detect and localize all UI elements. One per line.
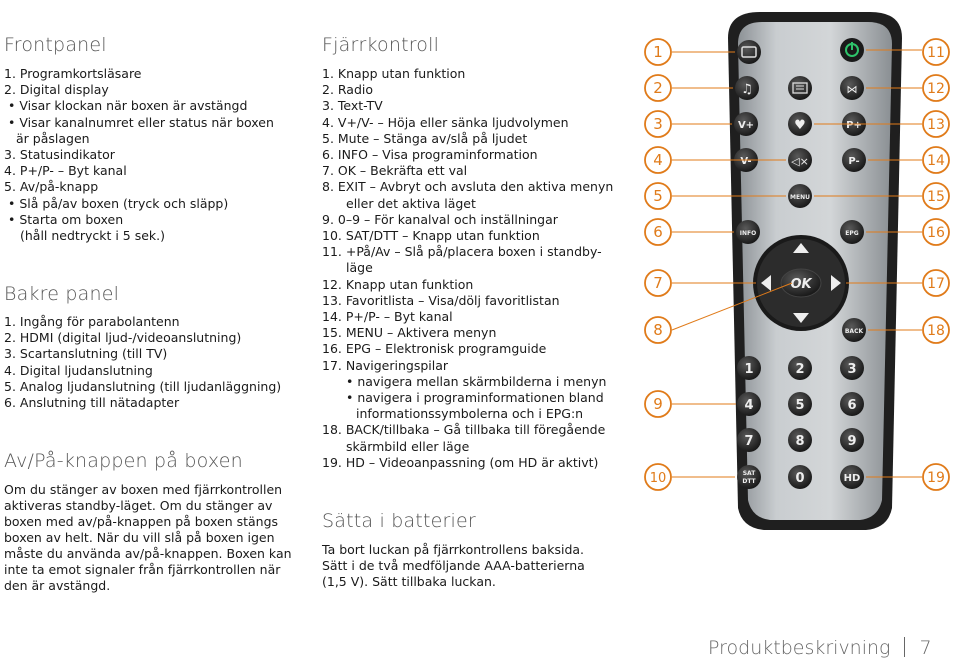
svg-text:5: 5 xyxy=(795,398,805,413)
svg-text:9: 9 xyxy=(653,395,663,413)
power-button-title: Av/På-knappen på boxen xyxy=(4,450,243,472)
svg-text:2: 2 xyxy=(795,362,805,377)
hd-button xyxy=(840,465,864,489)
svg-text:V-: V- xyxy=(740,156,752,167)
list-item: • Starta om boxen xyxy=(8,211,124,227)
list-item: 13. Favoritlista – Visa/dölj favoritlistan xyxy=(322,292,560,308)
power-button xyxy=(840,38,864,62)
svg-text:4: 4 xyxy=(653,151,663,169)
list-item: eller det aktiva läget xyxy=(346,195,476,211)
list-item: • navigera mellan skärmbilderna i menyn xyxy=(346,373,607,389)
menu-button xyxy=(788,184,812,208)
svg-text:0: 0 xyxy=(795,471,805,486)
radio-button xyxy=(735,76,759,100)
info-button xyxy=(736,220,760,244)
list-item: 1. Programkortsläsare xyxy=(4,66,142,81)
svg-text:♫: ♫ xyxy=(741,82,753,97)
page-number: 7 xyxy=(919,637,932,659)
power-button-text: Om du stänger av boxen med fjärrkontrollen aktiveras standby-läget. Om du stänger av boxen med av/på-knappen på boxen stängs boxen av helt. När du vill slå på boxen igen måste du använda av/på-knappen. Boxen kan inte ta emot signaler från fjärrkontrollen när den är avstängd. xyxy=(4,482,292,593)
button-1 xyxy=(737,40,761,64)
list-item: 3. Statusindikator xyxy=(4,147,115,163)
svg-text:3: 3 xyxy=(653,115,663,133)
list-item: 5. Av/på-knapp xyxy=(4,179,99,195)
list-item: • Visar klockan när boxen är avstängd xyxy=(8,98,248,114)
svg-text:17: 17 xyxy=(927,276,945,292)
svg-text:15: 15 xyxy=(927,189,945,205)
list-item: 1. Ingång för parabolantenn xyxy=(4,314,180,329)
favorite-button xyxy=(788,112,812,136)
footer-section: Produktbeskrivning xyxy=(708,637,891,659)
battery-title: Sätta i batterier xyxy=(322,510,476,532)
list-item: 4. V+/V- – Höja eller sänka ljudvolymen xyxy=(322,114,569,130)
back-panel-title: Bakre panel xyxy=(4,283,120,305)
list-item: 15. MENU – Aktivera menyn xyxy=(322,325,497,341)
list-item: 19. HD – Videoanpassning (om HD är aktivt) xyxy=(322,454,599,470)
svg-text:DTT: DTT xyxy=(742,478,756,485)
list-item: 17. Navigeringspilar xyxy=(322,357,449,373)
back-button xyxy=(842,318,866,342)
list-item: • navigera i programinformationen bland xyxy=(346,390,604,406)
svg-text:BACK: BACK xyxy=(844,328,864,335)
epg-button xyxy=(840,220,864,244)
list-item: 5. Analog ljudanslutning (till ljudanläggning) xyxy=(4,378,282,394)
svg-text:4: 4 xyxy=(744,398,754,413)
list-item: är påslagen xyxy=(16,130,90,146)
svg-text:P+: P+ xyxy=(846,120,862,131)
text-tv-button xyxy=(788,76,812,100)
svg-text:7: 7 xyxy=(653,274,663,292)
list-item: 8. EXIT – Avbryt och avsluta den aktiva menyn xyxy=(322,179,614,195)
svg-text:5: 5 xyxy=(653,187,663,205)
list-item: (håll nedtryckt i 5 sek.) xyxy=(20,228,166,244)
svg-text:8: 8 xyxy=(653,321,663,339)
svg-text:11: 11 xyxy=(927,45,945,61)
page-footer xyxy=(708,637,932,659)
list-item: 1. Knapp utan funktion xyxy=(322,66,466,81)
list-item: läge xyxy=(346,260,373,276)
svg-text:1: 1 xyxy=(653,43,663,61)
svg-text:◁×: ◁× xyxy=(791,155,809,168)
callouts-left xyxy=(645,39,671,490)
svg-text:14: 14 xyxy=(927,153,945,169)
list-item: informationssymbolerna och i EPG:n xyxy=(356,406,584,422)
svg-text:EPG: EPG xyxy=(845,230,859,237)
list-item: 7. OK – Bekräfta ett val xyxy=(322,163,468,179)
list-item: 18. BACK/tillbaka – Gå tillbaka till föregående xyxy=(322,422,606,438)
remote-title: Fjärrkontroll xyxy=(322,34,440,56)
button-12 xyxy=(840,76,864,100)
remote-control-illustration xyxy=(630,0,960,640)
list-item: 6. INFO – Visa programinformation xyxy=(322,147,538,163)
navigation-pad xyxy=(753,235,849,331)
list-item: 3. Text-TV xyxy=(322,98,383,114)
svg-text:12: 12 xyxy=(927,81,945,97)
remote-list xyxy=(322,66,622,471)
back-panel-list xyxy=(4,314,304,411)
list-item: skärmbild eller läge xyxy=(346,438,470,454)
svg-text:V+: V+ xyxy=(737,120,755,131)
pminus-button xyxy=(842,148,866,172)
list-item: 12. Knapp utan funktion xyxy=(322,276,474,292)
svg-text:P-: P- xyxy=(848,156,860,167)
svg-text:HD: HD xyxy=(843,473,861,484)
svg-text:⋈: ⋈ xyxy=(846,83,858,96)
list-item: 11. +På/Av – Slå på/placera boxen i standby- xyxy=(322,244,602,260)
svg-text:3: 3 xyxy=(847,362,857,377)
list-item: 2. Digital display xyxy=(4,82,109,98)
list-item: 5. Mute – Stänga av/slå på ljudet xyxy=(322,130,528,146)
svg-text:16: 16 xyxy=(927,225,945,241)
list-item: 16. EPG – Elektronisk programguide xyxy=(322,341,547,357)
svg-text:INFO: INFO xyxy=(739,230,757,237)
svg-text:6: 6 xyxy=(847,398,857,413)
svg-text:8: 8 xyxy=(795,434,805,449)
svg-text:10: 10 xyxy=(649,471,667,486)
list-item: 2. Radio xyxy=(322,82,374,98)
svg-text:MENU: MENU xyxy=(790,194,810,201)
svg-text:13: 13 xyxy=(927,117,945,133)
list-item: 14. P+/P- – Byt kanal xyxy=(322,309,453,325)
vplus-button xyxy=(734,112,758,136)
footer-divider xyxy=(904,637,905,657)
list-item: • Visar kanalnumret eller status när boxen xyxy=(8,114,274,130)
list-item: 4. Digital ljudanslutning xyxy=(4,362,153,378)
svg-text:6: 6 xyxy=(653,223,663,241)
svg-text:7: 7 xyxy=(744,434,754,449)
list-item: • Slå på/av boxen (tryck och släpp) xyxy=(8,195,229,211)
list-item: 2. HDMI (digital ljud-/videoanslutning) xyxy=(4,330,242,346)
list-item: 9. 0–9 – För kanalval och inställningar xyxy=(322,211,558,227)
svg-text:♥: ♥ xyxy=(794,118,806,133)
list-item: 10. SAT/DTT – Knapp utan funktion xyxy=(322,228,540,244)
ok-button: OK xyxy=(790,277,812,292)
svg-text:9: 9 xyxy=(847,434,857,449)
svg-text:19: 19 xyxy=(927,470,945,486)
list-item: 4. P+/P- – Byt kanal xyxy=(4,163,127,179)
callouts-right xyxy=(923,39,949,490)
svg-text:18: 18 xyxy=(927,323,945,339)
front-panel-list xyxy=(4,66,304,244)
sat-dtt-button xyxy=(737,465,761,489)
svg-text:2: 2 xyxy=(653,79,663,97)
list-item: 3. Scartanslutning (till TV) xyxy=(4,346,168,362)
battery-text: Ta bort luckan på fjärrkontrollens baksida. Sätt i de två medföljande AAA-batterierna (1,5 V). Sätt tillbaka luckan. xyxy=(322,542,585,589)
front-panel-title: Frontpanel xyxy=(4,34,107,56)
svg-text:1: 1 xyxy=(744,362,754,377)
mute-button xyxy=(788,148,812,172)
svg-text:SAT: SAT xyxy=(742,470,756,477)
list-item: 6. Anslutning till nätadapter xyxy=(4,395,180,411)
